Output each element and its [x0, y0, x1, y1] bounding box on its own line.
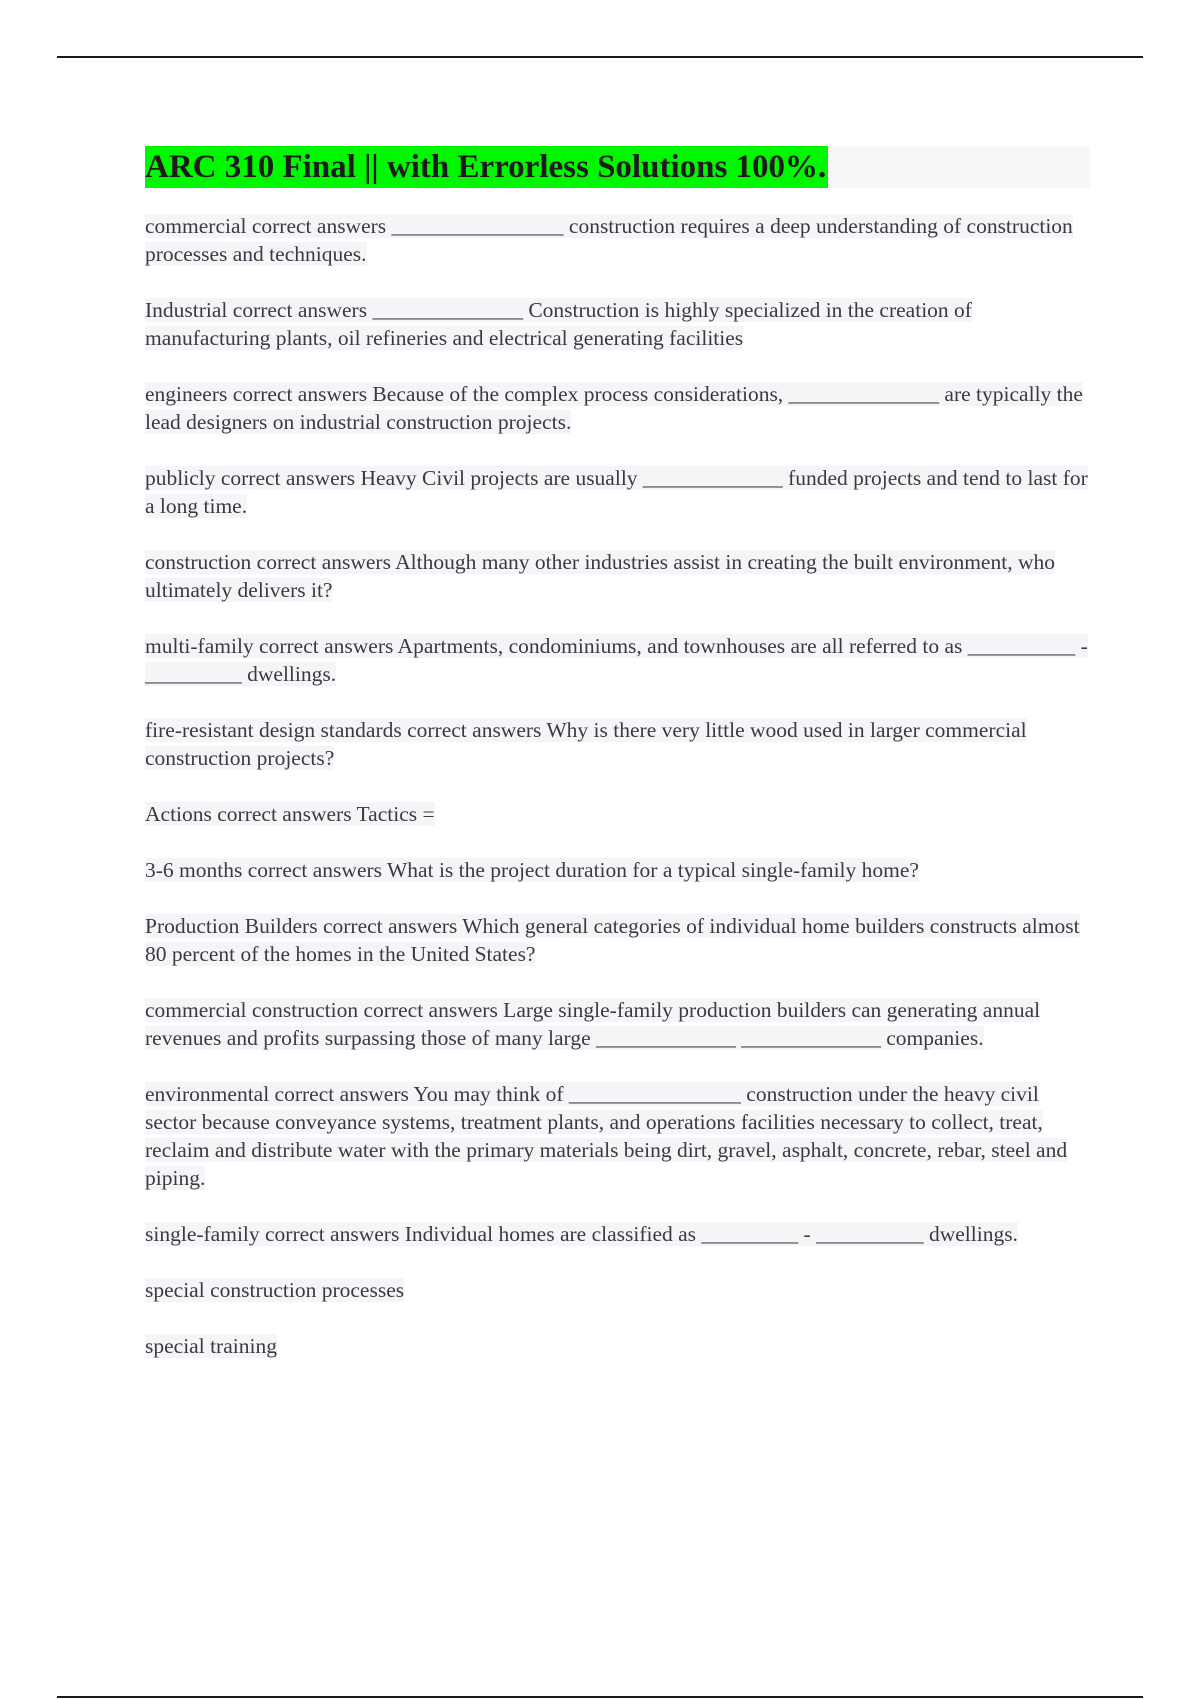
qa-item [145, 296, 1090, 352]
qa-item [145, 800, 1090, 828]
qa-text: 3-6 months correct answers What is the project duration for a typical single-family home? [145, 858, 919, 882]
qa-text: Industrial correct answers ______________ Construction is highly specialized in the creation of manufacturing plants, oil refineries and electrical generating facilities [145, 298, 972, 350]
qa-item [145, 856, 1090, 884]
qa-text: special construction processes [145, 1278, 405, 1302]
qa-text: single-family correct answers Individual homes are classified as _________ - __________ dwellings. [145, 1222, 1018, 1246]
qa-text: Actions correct answers Tactics = [145, 802, 435, 826]
qa-item [145, 212, 1090, 268]
qa-text: construction correct answers Although many other industries assist in creating the built environment, who ultimately delivers it? [145, 550, 1055, 602]
qa-text: environmental correct answers You may think of ________________ construction under the heavy civil sector because conveyance systems, treatment plants, and operations facilities necessary to collect, treat, reclaim and distribute water with the primary materials being dirt, gravel, asphalt, concrete, rebar, steel and piping. [145, 1082, 1068, 1190]
qa-text: Production Builders correct answers Which general categories of individual home builders constructs almost 80 percent of the homes in the United States? [145, 914, 1080, 966]
qa-item [145, 1080, 1090, 1192]
qa-item [145, 380, 1090, 436]
qa-item [145, 548, 1090, 604]
qa-text: publicly correct answers Heavy Civil projects are usually _____________ funded projects and tend to last for a long time. [145, 466, 1088, 518]
qa-item [145, 464, 1090, 520]
qa-item [145, 716, 1090, 772]
top-rule [57, 56, 1143, 58]
qa-text: commercial correct answers ________________ construction requires a deep understanding of construction processes and techniques. [145, 214, 1073, 266]
document-body [145, 146, 1090, 1388]
qa-text: special training [145, 1334, 277, 1358]
qa-item [145, 996, 1090, 1052]
qa-text: engineers correct answers Because of the complex process considerations, ______________ are typically the lead designers on industrial construction projects. [145, 382, 1083, 434]
bottom-rule [57, 1696, 1143, 1698]
qa-item [145, 1332, 1090, 1360]
qa-item [145, 632, 1090, 688]
qa-text: multi-family correct answers Apartments, condominiums, and townhouses are all referred to as __________ - _________ dwellings. [145, 634, 1088, 686]
qa-list [145, 212, 1090, 1360]
qa-text: commercial construction correct answers Large single-family production builders can generating annual revenues and profits surpassing those of many large _____________ _____________ companies. [145, 998, 1041, 1050]
qa-text: fire-resistant design standards correct answers Why is there very little wood used in larger commercial construction projects? [145, 718, 1027, 770]
qa-item [145, 1220, 1090, 1248]
title-band [145, 146, 1090, 188]
qa-item [145, 1276, 1090, 1304]
document-title: ARC 310 Final || with Errorless Solutions 100%. [145, 146, 828, 188]
qa-item [145, 912, 1090, 968]
